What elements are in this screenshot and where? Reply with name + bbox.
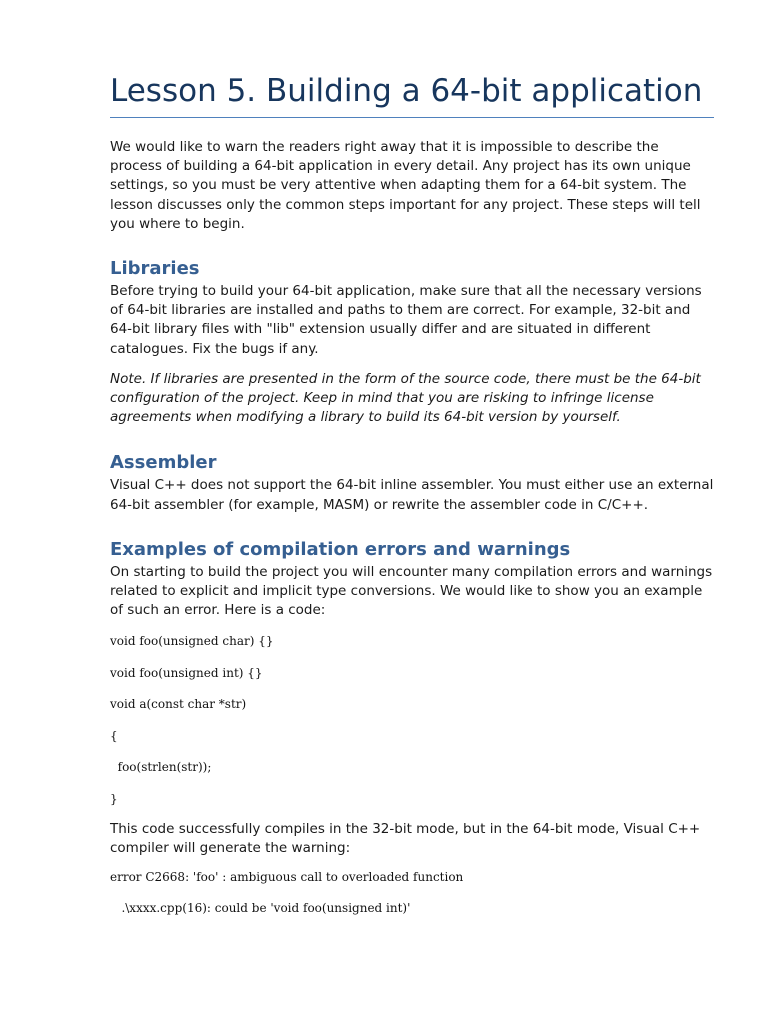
examples-paragraph: On starting to build the project you will encounter many compilation errors and warnings related to explicit and implicit type conversions. We would like to show you an example of such an error. Here is a code: <box>110 563 713 619</box>
error-line: error C2668: 'foo' : ambiguous call to overloaded function <box>110 870 464 885</box>
intro-paragraph: We would like to warn the readers right away that it is impossible to describe the process of building a 64-bit application in every detail. Any project has its own unique settings, so you must be very attentive when adapting them for a 64-bit system. The lesson discusses only the common steps important for any project. These steps will tell you where to begin. <box>110 139 701 232</box>
assembler-paragraph: Visual C++ does not support the 64-bit inline assembler. You must either use an external 64-bit assembler (for example, MASM) or rewrite the assembler code in C/C++. <box>110 477 714 513</box>
code-block <box>110 633 714 807</box>
error-block <box>110 869 714 916</box>
code-line: { <box>110 728 118 743</box>
libraries-note: Note. If libraries are presented in the form of the source code, there must be the 64-bit configuration of the project. Keep in mind that you are risking to infringe license agreements when modifying a library to build its 64-bit version by yourself. <box>110 370 701 426</box>
libraries-paragraph: Before trying to build your 64-bit application, make sure that all the necessary versions of 64-bit libraries are installed and paths to them are correct. For example, 32-bit and 64-bit library files with "lib" extension usually differ and are situated in different catalogues. Fix the bugs if any. <box>110 283 702 357</box>
after-code-paragraph: This code successfully compiles in the 32-bit mode, but in the 64-bit mode, Visual C++ compiler will generate the warning: <box>110 820 701 857</box>
code-line: foo(strlen(str)); <box>110 760 212 775</box>
code-line: void a(const char *str) <box>110 697 247 712</box>
error-line: .\xxxx.cpp(16): could be 'void foo(unsigned int)' <box>110 901 411 916</box>
assembler-heading: Assembler <box>110 452 217 474</box>
code-line: void foo(unsigned char) {} <box>110 634 274 649</box>
code-line: void foo(unsigned int) {} <box>110 665 263 680</box>
document-page <box>110 72 714 916</box>
code-line: } <box>110 791 118 806</box>
libraries-heading: Libraries <box>110 258 200 280</box>
examples-heading: Examples of compilation errors and warnings <box>110 538 571 560</box>
page-title: Lesson 5. Building a 64-bit application <box>110 72 714 118</box>
